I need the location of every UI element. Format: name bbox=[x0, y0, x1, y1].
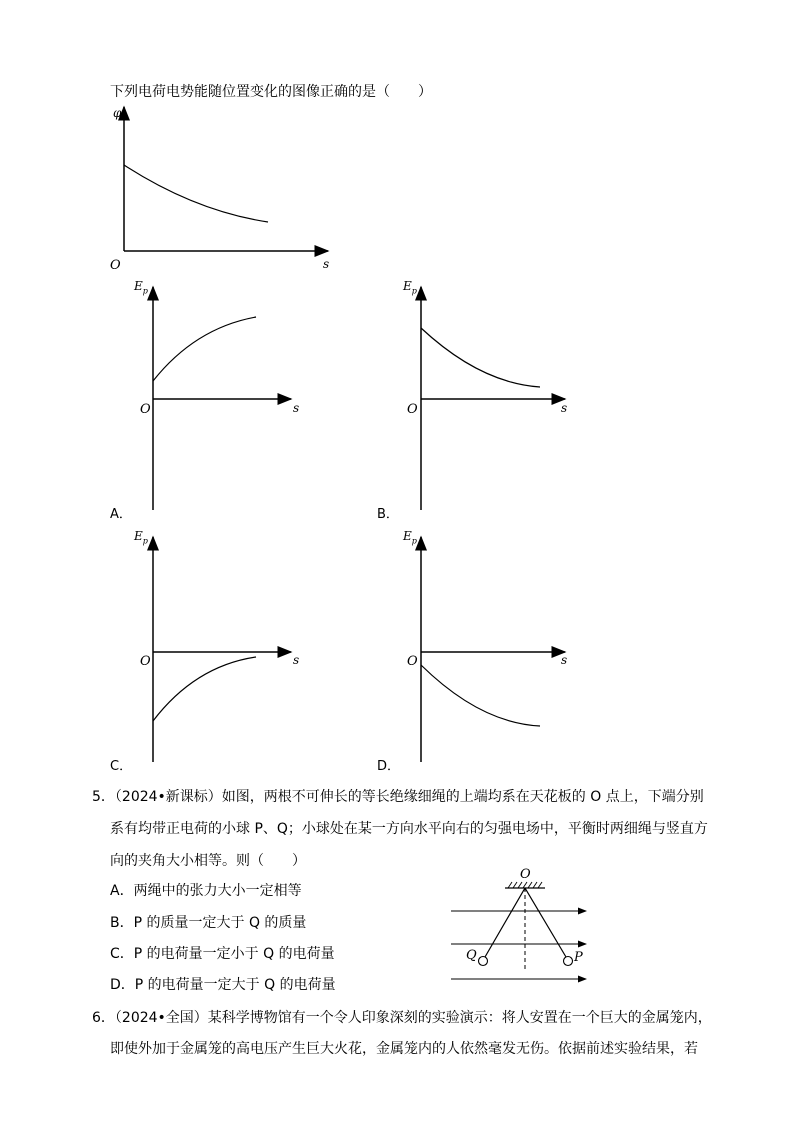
q5-option-a: A．两绳中的张力大小一定相等 bbox=[110, 883, 302, 899]
q4-stem: 下列电荷电势能随位置变化的图像正确的是（ ） bbox=[110, 84, 432, 100]
graph-c-curve bbox=[153, 657, 256, 721]
q5-figure bbox=[448, 868, 598, 993]
q5-option-c: C．P 的电荷量一定小于 Q 的电荷量 bbox=[110, 946, 335, 962]
graph-a-curve bbox=[153, 317, 256, 381]
q6-line-1: 6．（2024•全国）某科学博物馆有一个令人印象深刻的实验演示：将人安置在一个巨大的金属笼内， bbox=[92, 1010, 712, 1026]
graph-b-x-label: s bbox=[561, 401, 568, 415]
ball-q bbox=[479, 957, 488, 966]
q5-line-1: 5．（2024•新课标）如图，两根不可伸长的等长绝缘细绳的上端均系在天花板的 O 点上，下端分别 bbox=[92, 789, 704, 805]
graph-d-x-label: s bbox=[561, 653, 568, 667]
q5-option-b: B．P 的质量一定大于 Q 的质量 bbox=[110, 915, 307, 931]
graph-b-y-label: $E_p$ bbox=[403, 279, 417, 296]
graph-d-origin: O bbox=[407, 654, 418, 669]
graph-b-origin: O bbox=[407, 402, 418, 417]
q5-fig-label-p: P bbox=[574, 950, 583, 965]
graph-a-origin: O bbox=[140, 402, 151, 417]
graph-c-origin: O bbox=[140, 654, 151, 669]
graph-a-x-label: s bbox=[293, 401, 300, 415]
graph-d-y-label: $E_p$ bbox=[403, 529, 417, 546]
q5-line-3: 向的夹角大小相等。则（ ） bbox=[110, 853, 306, 869]
graph-c-y-label: $E_p$ bbox=[134, 529, 148, 546]
q6-line-2: 即使外加于金属笼的高电压产生巨大火花，金属笼内的人依然毫发无伤。依据前述实验结果，若 bbox=[110, 1041, 698, 1057]
option-d-letter: D． bbox=[377, 759, 401, 774]
graph-b-curve bbox=[421, 328, 540, 387]
ball-p bbox=[564, 957, 573, 966]
graph-d-curve bbox=[421, 665, 540, 726]
option-b-letter: B． bbox=[377, 507, 399, 522]
graph-c-x-label: s bbox=[293, 653, 300, 667]
graph-a bbox=[140, 283, 320, 513]
graph-b bbox=[410, 283, 590, 513]
graph-a-y-label: $E_p$ bbox=[134, 279, 148, 296]
graph-c bbox=[140, 533, 320, 765]
graph-d bbox=[410, 533, 590, 765]
q5-fig-label-q: Q bbox=[466, 948, 477, 963]
ceiling-hatch bbox=[508, 882, 542, 888]
string-p bbox=[525, 888, 566, 957]
phi-graph bbox=[105, 103, 345, 273]
phi-curve bbox=[124, 165, 268, 222]
phi-y-label: φ bbox=[113, 106, 122, 120]
phi-origin-label: O bbox=[110, 258, 121, 273]
q5-line-2: 系有均带正电荷的小球 P、Q；小球处在某一方向水平向右的匀强电场中，平衡时两细绳与竖直方 bbox=[110, 821, 708, 837]
option-c-letter: C． bbox=[110, 759, 133, 774]
string-q bbox=[485, 888, 525, 957]
q5-option-d: D．P 的电荷量一定大于 Q 的电荷量 bbox=[110, 977, 336, 993]
q5-fig-label-o: O bbox=[520, 867, 531, 882]
phi-x-label: s bbox=[323, 257, 330, 271]
option-a-letter: A． bbox=[110, 507, 132, 522]
